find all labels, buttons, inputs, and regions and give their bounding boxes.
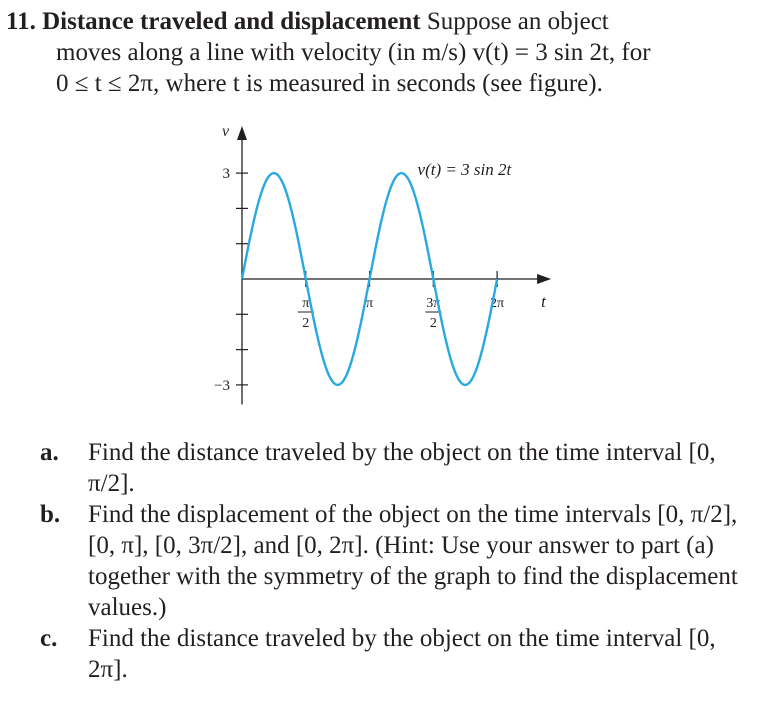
y-axis-label: v <box>222 123 230 140</box>
x-tick-label-denominator: 2 <box>429 316 437 331</box>
part-b-text: Find the displacement of the object on the time intervals [0, π/2], [0, π], [0, 3π/2], and [0, 2π]. (Hint: Use your answer to part (a) together with the symmetry of the graph to find the displacement values.) <box>88 501 738 621</box>
problem-number: 11. <box>6 8 36 35</box>
problem-line-1-rest: Suppose an object <box>426 8 609 35</box>
part-c-label: c. <box>40 625 58 652</box>
part-b-label: b. <box>40 501 61 528</box>
y-tick-label-neg3: −3 <box>214 377 230 394</box>
velocity-graph <box>180 118 600 418</box>
y-tick-label-3: 3 <box>222 166 230 183</box>
problem-line-3: 0 ≤ t ≤ 2π, where t is measured in seconds (see figure). <box>56 70 603 97</box>
y-axis-arrow-icon <box>237 126 247 140</box>
x-tick-label-denominator: 2 <box>302 316 310 331</box>
x-axis-arrow-icon <box>537 274 551 284</box>
x-tick-label-numerator: π <box>302 296 310 311</box>
part-a-label: a. <box>40 439 59 466</box>
problem-line-2: moves along a line with velocity (in m/s) v(t) = 3 sin 2t, for <box>56 39 651 66</box>
part-c-text: Find the distance traveled by the object on the time interval [0, 2π]. <box>88 625 716 683</box>
part-a <box>40 437 760 499</box>
curve-label: v(t) = 3 sin 2t <box>417 160 512 180</box>
x-tick-label: 2π <box>490 296 505 311</box>
part-c <box>40 623 760 685</box>
problem-statement <box>6 6 766 99</box>
x-tick-label-numerator: 3π <box>426 296 441 311</box>
problem-title: Distance traveled and displacement <box>42 8 421 35</box>
x-tick-label: π <box>366 296 374 311</box>
problem-parts <box>40 437 760 685</box>
part-a-text: Find the distance traveled by the object on the time interval [0, π/2]. <box>88 439 716 497</box>
problem-line-1 <box>6 6 766 37</box>
x-axis-label: t <box>541 292 546 311</box>
part-b <box>40 499 760 623</box>
